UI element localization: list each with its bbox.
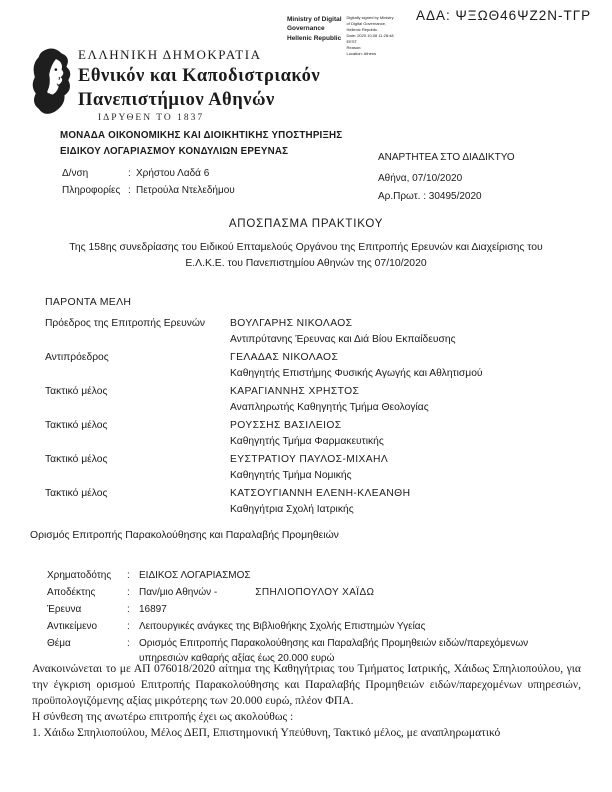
detail-value-wrap <box>139 585 572 600</box>
member-name: ΡΟΥΣΣΗΣ ΒΑΣΙΛΕΙΟΣ <box>230 420 342 431</box>
detail-value: Λειτουργικές ανάγκες της Βιβλιοθήκης Σχολής Επιστημών Υγείας <box>139 621 426 632</box>
signature-detail-line: Reason: <box>346 45 362 50</box>
member-entry <box>45 384 590 415</box>
unit-line2: ΕΙΔΙΚΟΥ ΛΟΓΑΡΙΑΣΜΟΥ ΚΟΝΔΥΛΙΩΝ ΕΡΕΥΝΑΣ <box>60 145 289 157</box>
signature-detail-line: Hellenic Republic <box>346 27 378 32</box>
signature-detail-line: Date: 2020.10.08 11:28:48 <box>346 33 394 38</box>
signature-detail-line: of Digital Governance, <box>346 21 387 26</box>
member-role: Τακτικό μέλος <box>45 488 108 499</box>
detail-value-wrap <box>139 619 572 634</box>
detail-value: Ορισμός Επιτροπής Παρακολούθησης και Παραλαβής Προμηθειών ειδών/παρεχόμενων υπηρεσιών καθαρής αξίας έως 20.000 ευρώ <box>139 638 529 664</box>
detail-separator: : <box>127 570 130 581</box>
member-row <box>45 350 590 366</box>
detail-label: Θέμα <box>47 638 71 649</box>
address-value: Χρήστου Λαδά 6 <box>136 168 210 179</box>
member-row <box>45 384 590 400</box>
detail-value-wrap <box>139 602 572 617</box>
member-entry <box>45 418 590 449</box>
detail-separator: : <box>127 604 130 615</box>
member-title: Καθηγητής Τμήμα Φαρμακευτικής <box>230 436 384 447</box>
member-name: ΚΑΤΣΟΥΓΙΑΝΝΗ ΕΛΕΝΗ-ΚΛΕΑΝΘΗ <box>230 488 411 499</box>
document-subtitle <box>0 240 612 272</box>
body-text <box>32 661 581 741</box>
web-posting-label: ΑΝΑΡΤΗΤΕΑ ΣΤΟ ΔΙΑΔΙΚΤΥΟ <box>378 152 515 163</box>
signature-authority-line: Governance <box>287 25 325 33</box>
detail-value: Παν/μιο Αθηνών - <box>139 587 218 598</box>
details-table <box>47 568 572 668</box>
member-name: ΒΟΥΛΓΑΡΗΣ ΝΙΚΟΛΑΟΣ <box>230 318 353 329</box>
member-entry <box>45 316 590 347</box>
member-row <box>45 418 590 434</box>
signature-detail-line: EEST <box>346 39 357 44</box>
info-value: Πετρούλα Ντελεδήμου <box>136 185 235 196</box>
masthead <box>78 47 320 123</box>
detail-label: Αντικείμενο <box>47 621 98 632</box>
announcement-paragraph: Ανακοινώνεται το με ΑΠ 076018/2020 αίτημα της Καθηγήτριας του Τμήματος Ιατρικής, Χάιδως Σπηλιοπούλου, για την έγκριση ορισμού Επιτροπής Παρακολούθησης και Παραλαβής Προμηθειών ειδών/παρεχομένων υπηρεσιών, προϋπολογιζόμενης αξίας μικρότερης των 20.000 ευρώ, πλέον ΦΠΑ. <box>32 662 581 707</box>
member-entry <box>45 452 590 483</box>
subtitle-line1: Της 158ης συνεδρίασης του Ειδικού Επταμελούς Οργάνου της Επιτροπής Ερευνών και Διαχείρισης του <box>69 242 543 253</box>
info-separator: : <box>128 185 131 196</box>
founded-label: ΙΔΡΥΘΕΝ ΤΟ 1837 <box>98 113 205 123</box>
detail-separator: : <box>127 638 130 649</box>
member-name: ΕΥΣΤΡΑΤΙΟΥ ΠΑΥΛΟΣ-ΜΙΧΑΗΛ <box>230 454 389 465</box>
university-emblem-icon <box>32 47 74 117</box>
unit-line1: ΜΟΝΑΔΑ ΟΙΚΟΝΟΜΙΚΗΣ ΚΑΙ ΔΙΟΙΚΗΤΙΚΗΣ ΥΠΟΣΤΗΡΙΞΗΣ <box>60 130 343 141</box>
detail-row-funder <box>47 568 572 583</box>
detail-value-wrap <box>139 568 572 583</box>
member-role: Τακτικό μέλος <box>45 454 108 465</box>
member-title: Καθηγητής Επιστήμης Φυσικής Αγωγής και Αθλητισμού <box>230 368 483 379</box>
member-role: Αντιπρόεδρος <box>45 352 109 363</box>
subtitle-line2: Ε.Λ.Κ.Ε. του Πανεπιστημίου Αθηνών της 07/10/2020 <box>185 258 427 269</box>
member-title: Καθηγήτρια Σχολή Ιατρικής <box>230 504 354 515</box>
member-role: Πρόεδρος της Επιτροπής Ερευνών <box>45 318 206 329</box>
present-members-title: ΠΑΡΟΝΤΑ ΜΕΛΗ <box>45 296 132 308</box>
address-row <box>62 165 235 182</box>
detail-separator: : <box>127 587 130 598</box>
detail-label: Αποδέκτης <box>47 587 96 598</box>
info-row <box>62 182 235 199</box>
detail-separator: : <box>127 621 130 632</box>
detail-label: Χρηματοδότης <box>47 570 112 581</box>
address-separator: : <box>128 168 131 179</box>
member-role: Τακτικό μέλος <box>45 386 108 397</box>
place-date-line: Αθήνα, 07/10/2020 <box>378 173 463 184</box>
committee-member-line-1: 1. Χάιδω Σπηλιοπούλου, Μέλος ΔΕΠ, Επιστημονική Υπεύθυνη, Τακτικό μέλος, με αναπληρωματικό <box>32 726 501 739</box>
decision-section-heading: Ορισμός Επιτροπής Παρακολούθησης και Παραλαβής Προμηθειών <box>30 530 339 541</box>
meta-block <box>378 151 515 203</box>
signature-authority-line: Ministry of Digital <box>287 16 342 23</box>
hellenic-republic-label: ΕΛΛΗΝΙΚΗ ΔΗΜΟΚΡΑΤΙΑ <box>78 47 262 62</box>
document-title: ΑΠΟΣΠΑΣΜΑ ΠΡΑΚΤΙΚΟΥ <box>228 218 384 230</box>
detail-value: 16897 <box>139 604 167 615</box>
university-name-line1: Εθνικόν και Καποδιστριακόν <box>78 66 321 86</box>
composition-intro-line: Η σύνθεση της ανωτέρω επιτροπής έχει ως ακολούθως : <box>32 710 294 723</box>
signature-authority-line: Hellenic Republic <box>287 34 342 42</box>
member-role: Τακτικό μέλος <box>45 420 108 431</box>
member-row <box>45 486 590 502</box>
member-entry <box>45 486 590 517</box>
member-entry <box>45 350 590 381</box>
members-list <box>45 316 590 520</box>
detail-row-research <box>47 602 572 617</box>
detail-label: Έρευνα <box>47 604 82 615</box>
member-name: ΚΑΡΑΓΙΑΝΝΗΣ ΧΡΗΣΤΟΣ <box>230 386 360 397</box>
member-row <box>45 452 590 468</box>
signature-detail-line: Digitally signed by Ministry <box>346 15 394 20</box>
detail-row-recipient <box>47 585 572 600</box>
contact-block <box>62 165 235 199</box>
member-row <box>45 316 590 332</box>
signature-details <box>347 15 394 57</box>
detail-row-subject-matter <box>47 619 572 634</box>
detail-value-secondary: ΣΠΗΛΙΟΠΟΥΛΟΥ ΧΑΪΔΩ <box>255 587 375 598</box>
signature-detail-line: Location: Athens <box>346 51 377 56</box>
info-label: Πληροφορίες <box>62 185 121 196</box>
member-title: Αναπληρωτής Καθηγητής Τμήμα Θεολογίας <box>230 402 429 413</box>
member-title: Αντιπρύτανης Έρευνας και Διά Βίου Εκπαίδευσης <box>230 334 456 345</box>
university-name-line2: Πανεπιστήμιον Αθηνών <box>78 90 275 110</box>
address-label: Δ/νση <box>62 168 89 179</box>
detail-value: ΕΙΔΙΚΟΣ ΛΟΓΑΡΙΑΣΜΟΣ <box>139 570 251 581</box>
member-title: Καθηγητής Τμήμα Νομικής <box>230 470 352 481</box>
ada-code: ΑΔΑ: ΨΞΩΘ46ΨΖ2Ν-ΤΓΡ <box>416 8 592 23</box>
member-name: ΓΕΛΑΔΑΣ ΝΙΚΟΛΑΟΣ <box>230 352 339 363</box>
unit-block <box>60 128 342 159</box>
protocol-number-line: Αρ.Πρωτ. : 30495/2020 <box>378 191 482 202</box>
